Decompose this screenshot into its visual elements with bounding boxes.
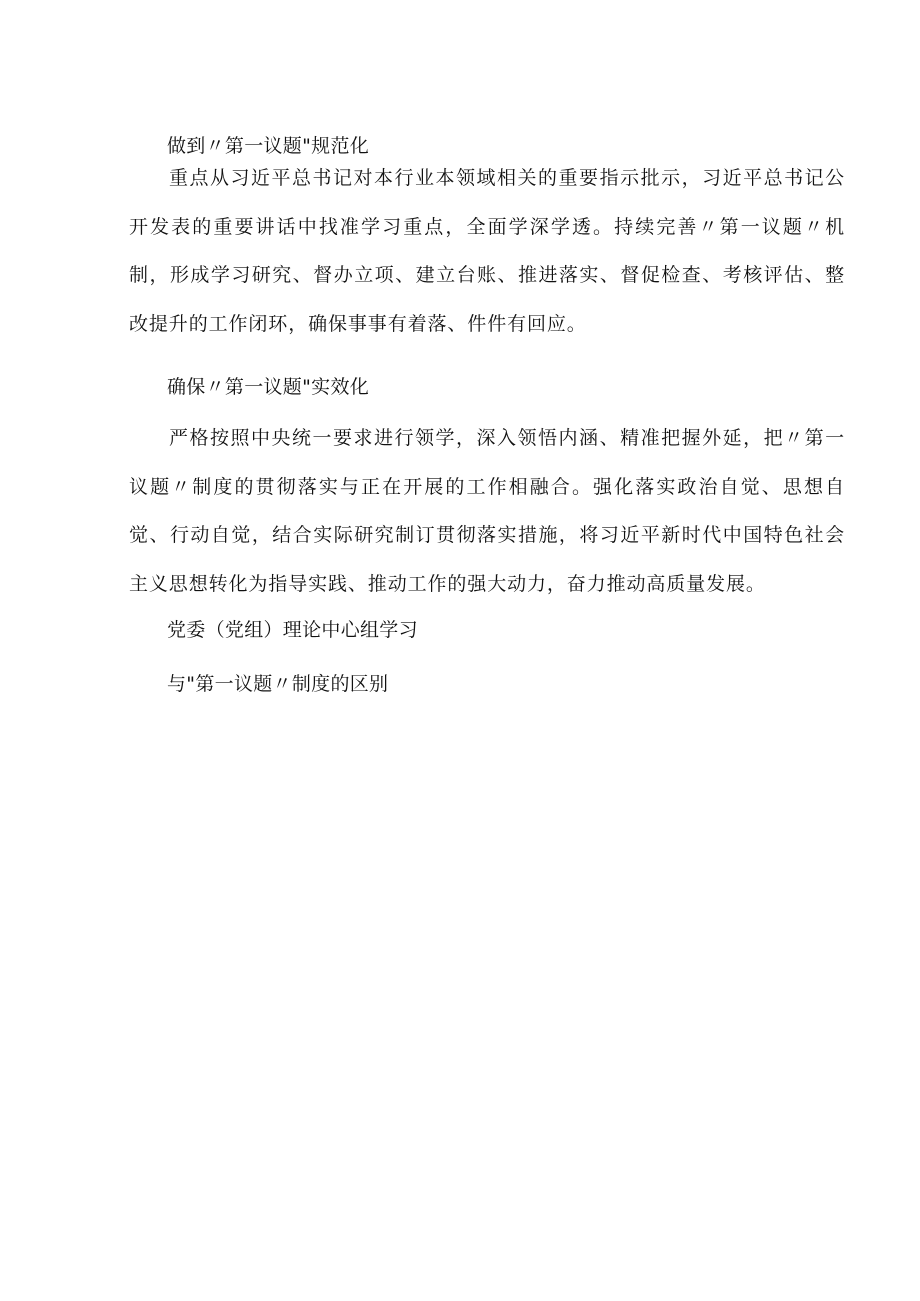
- section-heading-difference: 与"第一议题〃制度的区别: [167, 673, 389, 695]
- section-heading-theory-study-group: 党委（党组）理论中心组学习: [167, 619, 418, 641]
- section-paragraph-standardization: 重点从习近平总书记对本行业本领域相关的重要指示批示，习近平总书记公开发表的重要讲话中找准学习重点，全面学深学透。持续完善〃第一议题〃机制，形成学习研究、督办立项、建立台账、推进落实、督促检查、考核评估、整改提升的工作闭环，确保事事有着落、件件有回应。: [129, 167, 845, 335]
- section-heading-effectiveness: 确保〃第一议题"实效化: [167, 376, 370, 398]
- section-heading-standardization: 做到〃第一议题"规范化: [167, 135, 370, 157]
- section-paragraph-effectiveness: 严格按照中央统一要求进行领学，深入领悟内涵、精准把握外延，把〃第一议题〃制度的贯彻落实与正在开展的工作相融合。强化落实政治自觉、思想自觉、行动自觉，结合实际研究制订贯彻落实措施，将习近平新时代中国特色社会主义思想转化为指导实践、推动工作的强大动力，奋力推动高质量发展。: [129, 427, 845, 595]
